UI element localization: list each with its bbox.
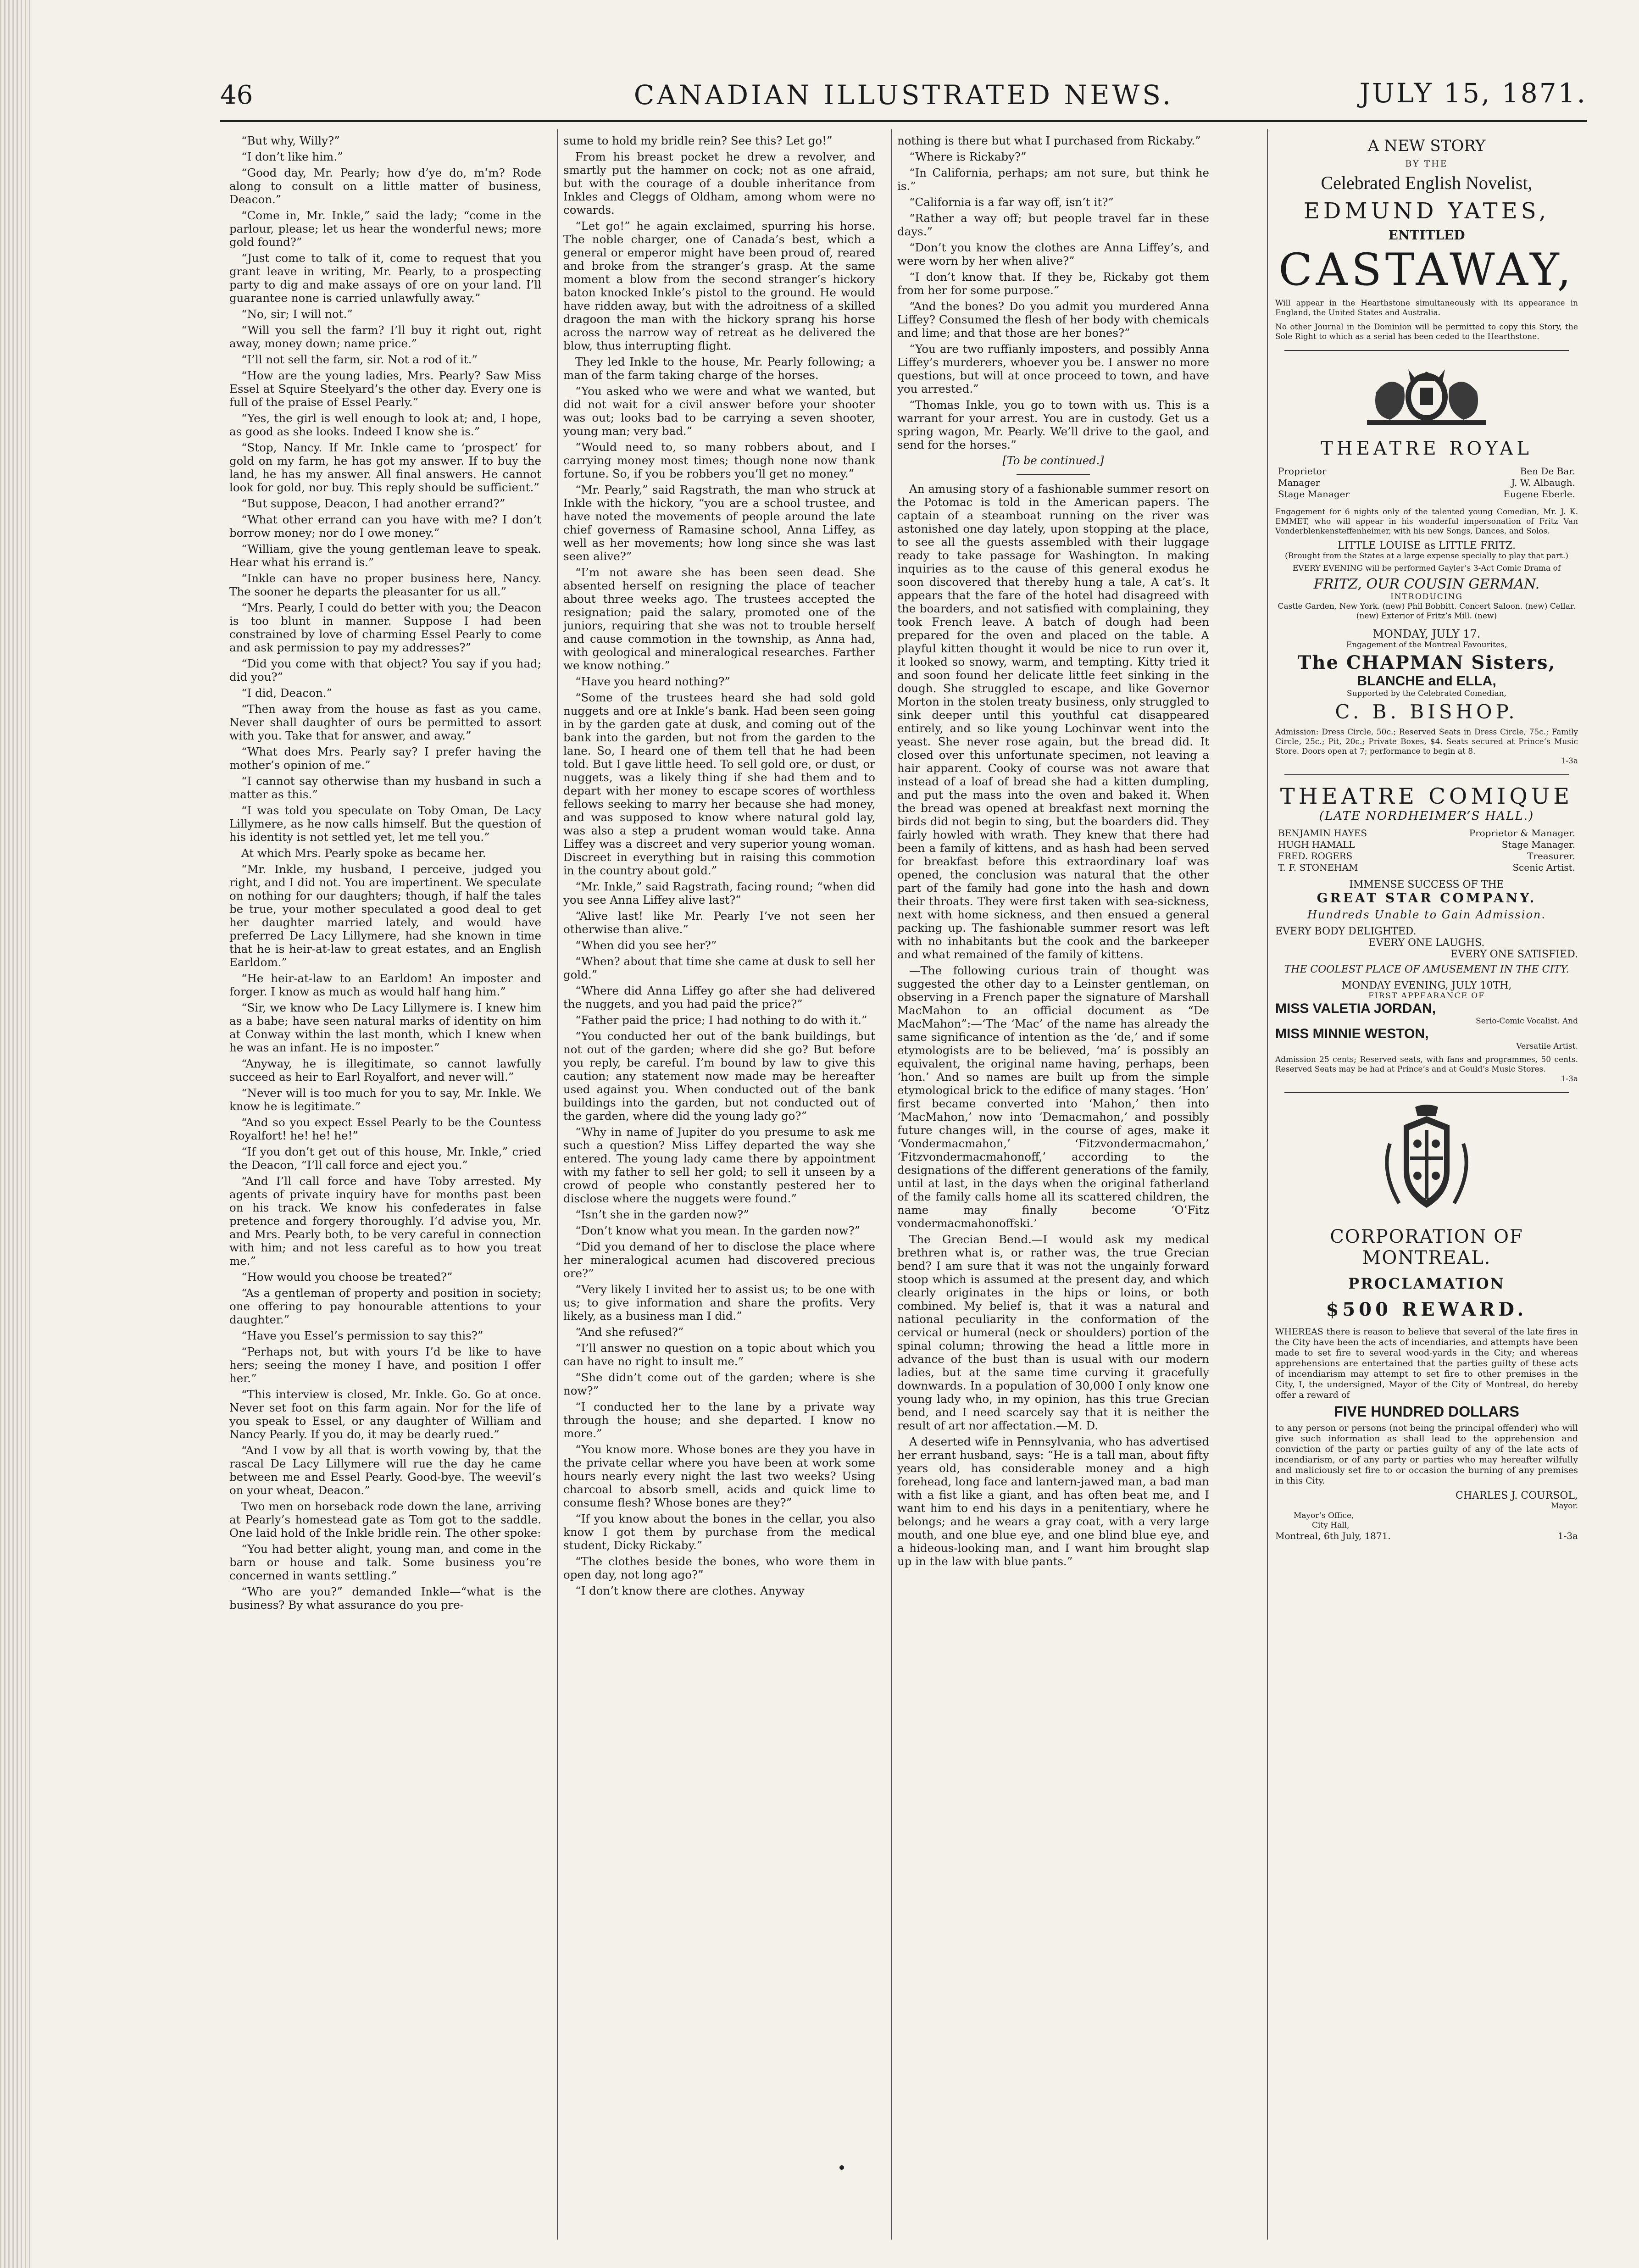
mayor-title: Mayor. [1550, 1501, 1578, 1511]
proclamation-date: Montreal, 6th July, 1871. [1275, 1530, 1391, 1541]
paragraph: “I was told you speculate on Toby Oman, De Lacy Lillymere, as he now calls himself. But the question of his identity is not settled yet, let me tell you.” [229, 804, 541, 844]
story-note-1: Will appear in the Hearthstone simultaneously with its appearance in England, the United States and Australia. [1275, 299, 1578, 317]
paragraph: “Isn’t she in the garden now?” [575, 1208, 749, 1221]
paragraph: “I don’t know that. If they be, Rickaby got them from her for some purpose.” [897, 270, 1209, 297]
paragraph: “Have you Essel’s permission to say this?” [241, 1329, 483, 1342]
paragraph: “I don’t like him.” [241, 150, 343, 163]
first-appearance: FIRST APPEARANCE OF [1368, 991, 1485, 1001]
paragraph: “Where is Rickaby?” [909, 150, 1027, 163]
paragraph: “Did you come with that object? You say if you had; did you?” [229, 657, 541, 684]
every-evening: EVERY EVENING will be performed Gayler’s 3-Act Comic Drama of [1292, 564, 1561, 573]
paragraph: nothing is there but what I purchased from Rickaby.” [897, 134, 1201, 147]
staff-row: T. F. STONEHAM Scenic Artist. [1278, 862, 1575, 873]
mayor-office: Mayor’s Office, [1294, 1511, 1354, 1520]
staff-row: Proprietor Ben De Bar. [1278, 466, 1575, 477]
paragraph: “Perhaps not, but with yours I’d be like to have hers; seeing the money I have, and position I offer her.” [229, 1345, 541, 1385]
paragraph: “Thomas Inkle, you go to town with us. This is a warrant for your arrest. You are in custody. Get us a spring wagon, Mr. Pearly. We’ll drive to the gaol, and send for the horses.” [897, 398, 1209, 451]
paragraph: “But suppose, Deacon, I had another errand?” [241, 497, 506, 510]
paragraph: “If you know about the bones in the cellar, you also know I got them by purchase from the medical student, Dicky Rickaby.” [563, 1512, 875, 1552]
paragraph: Two men on horseback rode down the lane, arriving at Pearly’s homestead gate as Tom got to the saddle. One laid hold of the Inkle bridle rein. The other spoke: [229, 1500, 541, 1540]
paragraph: “When? about that time she came at dusk to sell her gold.” [563, 955, 875, 981]
paragraph: “Will you sell the farm? I’ll buy it right out, right away, money down; name price.” [229, 323, 541, 350]
paragraph: “Why in name of Jupiter do you presume to ask me such a question? Miss Liffey departed the way she entered. The young lady came there by appointment with my father to sell her gold; to sell it unseen by a crowd of people who constantly pestered her to disclose where the nuggets were found.” [563, 1125, 875, 1205]
article-separator [1017, 474, 1090, 475]
new-story-by: BY THE [1405, 159, 1448, 169]
paragraph: From his breast pocket he drew a revolver, and smartly put the hammer on cock; not as one afraid, but with the courage of a double inheritance from Inkles and Cleggs of Oldham, among whom were no cowards. [563, 150, 875, 217]
paragraph: “I conducted her to the lane by a private way through the house; and she departed. I know no more.” [563, 1400, 875, 1440]
column-divider [891, 129, 892, 2240]
paragraph: “Then away from the house as fast as you came. Never shall daughter of ours be permitted to assort with you. Take that for answer, and away.” [229, 702, 541, 742]
proclamation-terms: to any person or persons (not being the principal offender) who will give such information as shall lead to the apprehension and conviction of the party or parties guilty of any of the late acts of incendiarism, or of any party or parties who may hereafter wilfully and maliciously set fire to or occasion the burning of any premises in this City. [1275, 1423, 1578, 1486]
paragraph: “I don’t know there are clothes. Anyway [575, 1584, 805, 1597]
paragraph: “I’ll answer no question on a topic about which you can have no right to insult me.” [563, 1341, 875, 1368]
paragraph: “In California, perhaps; am not sure, but think he is.” [897, 166, 1209, 193]
ad-ref: 1-3a [1557, 1530, 1578, 1541]
ad-separator [1284, 774, 1569, 775]
paragraph: “And I’ll call force and have Toby arrested. My agents of private inquiry have for months past been on his track. We know his confederates in false pretence and forgery thoroughly. I’d advise you, Mr. and Mrs. Pearly both, to be very careful in connection with him; and not less careful as to how you treat me.” [229, 1174, 541, 1267]
introducing-label: INTRODUCING [1390, 592, 1463, 601]
monday-engagement: Engagement of the Montreal Favourites, [1346, 640, 1507, 650]
monday-date: MONDAY, JULY 17. [1372, 628, 1481, 640]
comique-monday: MONDAY EVENING, JULY 10TH, [1341, 980, 1512, 991]
column-divider [557, 129, 558, 2240]
paragraph: “You had better alight, young man, and come in the barn or house and talk. Some business you’re concerned in wants settling.” [229, 1542, 541, 1582]
paragraph: “This interview is closed, Mr. Inkle. Go. Go at once. Never set foot on this farm again. Nor for the life of you speak to Essel, or any daughter of William and Nancy Pearly. If you do, it may be dearly rued.” [229, 1388, 541, 1441]
staff-row: FRED. ROGERS Treasurer. [1278, 850, 1575, 862]
column-3 [897, 134, 1209, 2235]
paragraph: “Don’t you know the clothes are Anna Liffey’s, and were worn by her when alive?” [897, 241, 1209, 267]
theatre-engagement: Engagement for 6 nights only of the talented young Comedian, Mr. J. K. EMMET, who will appear in his wonderful impersonation of Fritz Van Vonderblenkensteffenheimer, with his new Songs, Dances, and Solos. [1275, 507, 1578, 536]
issue-date: JULY 15, 1871. [1359, 78, 1587, 109]
comique-staff-list [1275, 828, 1578, 873]
paragraph: “And so you expect Essel Pearly to be the Countess Royalfort! he! he! he!” [229, 1116, 541, 1142]
chapman-sisters: The CHAPMAN Sisters, [1297, 652, 1556, 673]
staff-row: Stage Manager Eugene Eberle. [1278, 489, 1575, 500]
proclamation-footer [1275, 1530, 1578, 1541]
paragraph: “Never will is too much for you to say, Mr. Inkle. We know he is legitimate.” [229, 1086, 541, 1113]
scan-margin [0, 0, 32, 2268]
valetia-role: Serio-Comic Vocalist. And [1476, 1017, 1578, 1026]
comique-admission: Admission 25 cents; Reserved seats, with fans and programmes, 50 cents. Reserved Seats may be had at Prince’s and at Gould’s Music Stores. [1275, 1055, 1578, 1074]
paragraph: “Don’t know what you mean. In the garden now?” [575, 1224, 861, 1237]
staff-row: BENJAMIN HAYES Proprietor & Manager. [1278, 828, 1575, 839]
paragraph: “Yes, the girl is well enough to look at; and, I hope, as good as she looks. Indeed I know she is.” [229, 411, 541, 438]
paragraph: “You know more. Whose bones are they you have in the private cellar where you have been at work some hours nearly every night the last two weeks? Using charcoal to absorb smell, acids and quick lime to consume flesh? Whose bones are they?” [563, 1443, 875, 1509]
paragraph: “I did, Deacon.” [241, 686, 333, 700]
theatre-staff-list [1275, 466, 1578, 500]
corporation-title: CORPORATION OF MONTREAL. [1330, 1226, 1523, 1268]
proclamation-heading: PROCLAMATION [1348, 1275, 1505, 1292]
everyone-laughs: EVERY ONE LAUGHS. [1368, 937, 1485, 949]
staff-row: HUGH HAMALL Stage Manager. [1278, 839, 1575, 850]
paragraph: “Rather a way off; but people travel far in these days.” [897, 211, 1209, 238]
blanche-ella: BLANCHE and ELLA, [1357, 673, 1496, 689]
advertisement-column [1275, 134, 1578, 2235]
column-divider [1267, 129, 1268, 2240]
minnie-role: Versatile Artist. [1516, 1042, 1578, 1051]
everybody-delighted: EVERY BODY DELIGHTED. [1275, 926, 1417, 937]
paragraph: “Mr. Inkle, my husband, I perceive, judged you right, and I did not. You are impertinent. We speculate on nothing for our daughters; though, if half the tales be true, your mother speculated a good deal to get her daughter married lately, and would have preferred De Lacy Lillymere, had she known in time that he is heir-at-law to great estates, and an English Earldom.” [229, 862, 541, 969]
paragraph: “Mrs. Pearly, I could do better with you; the Deacon is too blunt in manner. Suppose I had been constrained by love of charming Essel Pearly to come and ask permission to pay my addresses?” [229, 601, 541, 654]
paragraph: “Father paid the price; I had nothing to do with it.” [575, 1013, 867, 1027]
proclamation-whereas: WHEREAS there is reason to believe that several of the late fires in the City have been the acts of incendiaries, and attempts have been made to set fire to several wood-yards in the City; and whereas apprehensions are entertained that the parties guilty of these acts of incendiarism may attempt to set fire to other premises in the City, I, the undersigned, Mayor of the City of Montreal, do hereby offer a reward of [1275, 1327, 1578, 1400]
montreal-coat-of-arms-icon [1372, 1102, 1482, 1217]
paragraph: “California is a far way off, isn’t it?” [909, 195, 1114, 209]
paragraph: “Who are you?” demanded Inkle—“what is the business? By what assurance do you pre- [229, 1585, 541, 1612]
paragraph: “When did you see her?” [575, 939, 717, 952]
paragraph: “Come in, Mr. Inkle,” said the lady; “come in the parlour, please; let us hear the wonderful news; more gold found?” [229, 209, 541, 249]
paragraph: “Stop, Nancy. If Mr. Inkle came to ‘prospect’ for gold on my farm, he has got my answer. If to buy the land, he has my answer. All final answers. He cannot look for gold, nor buy. This reply should be sufficient.” [229, 441, 541, 494]
paragraph: “As a gentleman of property and position in society; one offering to pay honourable attentions to your daughter.” [229, 1286, 541, 1326]
entitled-label: ENTITLED [1388, 228, 1465, 243]
paragraph: “Mr. Inkle,” said Ragstrath, facing round; “when did you see Anna Liffey alive last?” [563, 880, 875, 906]
reward-amount: $500 REWARD. [1326, 1299, 1528, 1320]
scenes-list: Castle Garden, New York. (new) Phil Bobbitt. Concert Saloon. (new) Cellar. (new) Exterior of Fritz’s Mill. (new) [1278, 602, 1576, 621]
paragraph: “He heir-at-law to an Earldom! An imposter and forger. I know as much as would half hang him.” [229, 972, 541, 998]
paragraph: “If you don’t get out of this house, Mr. Inkle,” cried the Deacon, “I’ll call force and eject you.” [229, 1145, 541, 1172]
bishop-name: C. B. BISHOP. [1335, 700, 1518, 723]
paragraph: “And she refused?” [575, 1325, 684, 1339]
paragraph: “Just come to talk of it, come to request that you grant leave in writing, Mr. Pearly, to a prospecting party to dig and make assays of ore on your land. I’ll guarantee none is carried unlawfully away.” [229, 251, 541, 305]
paragraph: “Some of the trustees heard she had sold gold nuggets and ore at Inkle’s bank. Had been seen going in by the garden gate at dusk, and coming out of the bank into the garden, but not from the garden to the lane. So, I heard one of them tell that he had been told. But I gave little heed. To sell gold ore, or dust, or nuggets, was a likely thing if she had them and to depart with her money to escape scores of worthless fellows seeking to marry her because she had money, and was supposed to know where natural gold lay, was also a step a prudent woman would take. Anna Liffey was a discreet and very superior young woman. Discreet in everything but in raising this commotion in the country about gold.” [563, 691, 875, 877]
city-hall: City Hall, [1312, 1521, 1350, 1530]
novelist-line: Celebrated English Novelist, [1321, 172, 1533, 193]
paragraph: “I’ll not sell the farm, sir. Not a rod of it.” [241, 353, 478, 366]
paragraph: “Good day, Mr. Pearly; how d’ye do, m’m? Rode along to consult on a little matter of business, Deacon.” [229, 166, 541, 206]
ad-separator [1284, 350, 1569, 351]
ad-separator [1284, 1092, 1569, 1093]
staff-row: Manager J. W. Albaugh. [1278, 477, 1575, 488]
mayor-signature: CHARLES J. COURSOL, [1456, 1490, 1578, 1501]
paragraph: An amusing story of a fashionable summer resort on the Potomac is told in the American papers. The captain of a steamboat running on the river was astonished one day lately, upon stopping at the place, to see all the guests assembled with their luggage ready to take passage for Washington. In making inquiries as to the cause of this general exodus he soon discovered that thereby hung a tale, A cat’s. It appears that the fare of the hotel had disagreed with the boarders, and not satisfied with complaining, they took French leave. A batch of dough had been prepared for the oven and placed on the table. A playful kitten thought it would be nice to run over it, it looked so snowy, warm, and tempting. Kitty tried it and soon found her delicate little feet sinking in the dough. She struggled to escape, and like Governor Morton in the stolen treaty business, only struggled to sink deeper until this youthful cat disappeared entirely, and so like young Lochinvar went into the yeast. She never rose again, but the bread did. It closed over this unfortunate specimen, not leaving a hair apparent. Cooky of course was not aware that instead of a loaf of bread she had a kitten dumpling, and put the mass into the oven and baked it. When the bread was opened at breakfast next morning the birds did not begin to sing, but the boarders did. They fairly howled with wrath. They knew that there had been a family of kittens, and as hash had been served for breakfast before this extraordinary loaf was opened, the conclusion was natural that the other part of the family had gone into the hash and down their throats. They were first taken with sea-sickness, next with home sickness, and then ensued a general packing up. The fashionable summer resort was left with no inhabitants but the cook and the barkeeper and what remained of the family of kittens. [897, 482, 1209, 961]
paragraph: “Let go!” he again exclaimed, spurring his horse. The noble charger, one of Canada’s best, which a general or emperor might have been proud of, reared and broke from the stranger’s grasp. At the same moment a blow from the second stranger’s hickory baton knocked Inkle’s pistol to the ground. He would have ridden away, but with the adroitness of a skilled dragoon the man with the hickory sprang his horse across the narrow way of retreat as he delivered the blow, thus interrupting flight. [563, 219, 875, 352]
hundreds-unable: Hundreds Unable to Gain Admission. [1307, 908, 1546, 921]
theatre-comique-title: THEATRE COMIQUE [1280, 784, 1573, 809]
paragraph: “You are two ruffianly imposters, and possibly Anna Liffey’s murderers, whoever you be. I answer no more questions, but will at once proceed to town, and have you arrested.” [897, 342, 1209, 395]
paragraph: “I’m not aware she has been seen dead. She absented herself on resigning the place of teacher about three weeks ago. The trustees accepted the resignation; paid the salary, promoted one of the juniors, requiring that she was not to trouble herself and cause commotion in the township, as Anna had, with geological and mineralogical researches. Farther we know nothing.” [563, 566, 875, 672]
paragraph: “I cannot say otherwise than my husband in such a matter as this.” [229, 774, 541, 801]
paragraph: “But why, Willy?” [241, 134, 340, 147]
story-title: CASTAWAY, [1278, 244, 1575, 295]
paragraph: At which Mrs. Pearly spoke as became her. [241, 846, 486, 860]
five-hundred-dollars: FIVE HUNDRED DOLLARS [1334, 1403, 1519, 1420]
comique-subtitle: (LATE NORDHEIMER’S HALL.) [1319, 809, 1534, 823]
paragraph: “William, give the young gentleman leave to speak. Hear what his errand is.” [229, 542, 541, 569]
theatre-royal-title: THEATRE ROYAL [1321, 438, 1533, 459]
paragraph: “The clothes beside the bones, who wore them in open day, not long ago?” [563, 1555, 875, 1581]
story-note-2: No other Journal in the Dominion will be permitted to copy this Story, the Sole Right to which as a serial has been ceded to the Hearthstone. [1275, 322, 1578, 341]
paragraph: “No, sir; I will not.” [241, 307, 353, 321]
to-be-continued: [To be continued.] [1002, 454, 1104, 467]
paragraph: “How are the young ladies, Mrs. Pearly? Saw Miss Essel at Squire Steelyard’s the other day. Every one is full of the praise of Essel Pearly.” [229, 369, 541, 409]
supported-by: Supported by the Celebrated Comedian, [1346, 689, 1507, 698]
paragraph: A deserted wife in Pennsylvania, who has advertised her errant husband, says: “He is a tall man, about fifty years old, has considerable money and a high forehead, long face and lantern-jawed man, a bad man with a fist like a giant, and has often beat me, and I want him to end his days in a penitentiary, where he belongs; and he wears a gray coat, with a very large mouth, and one blue eye, and one blind blue eye, and a hideous-looking man, and I want him brought slap up in the law with blue pants.” [897, 1435, 1209, 1568]
minnie-weston: MISS MINNIE WESTON, [1275, 1026, 1429, 1041]
paragraph: “What does Mrs. Pearly say? I prefer having the mother’s opinion of me.” [229, 745, 541, 772]
paragraph: “Inkle can have no proper business here, Nancy. The sooner he departs the pleasanter for us all.” [229, 572, 541, 598]
author-name: EDMUND YATES, [1303, 198, 1550, 224]
column-2-serial [563, 134, 875, 2235]
paragraph: “Anyway, he is illegitimate, so cannot lawfully succeed as heir to Earl Royalfort, and never will.” [229, 1057, 541, 1084]
paragraph: “Have you heard nothing?” [575, 675, 730, 688]
paragraph: “She didn’t come out of the garden; where is she now?” [563, 1371, 875, 1397]
header-rule [220, 120, 1587, 122]
royal-crest-icon [1339, 360, 1514, 429]
paragraph: The Grecian Bend.—I would ask my medical brethren what is, or rather was, the true Grecian bend? I am sure that it was not the ungainly forward stoop which is assumed at the present day, and which clearly originates in the hips or loins, or both combined. My belief is, that it was a natural and national peculiarity in the conformation of the cervical or humeral (neck or shoulders) portion of the spinal column; throwing the head a little more in advance of the bust than is usual with our modern ladies, but at the same time curving it gracefully downwards. In a population of 30,000 I only know one young lady who, in my opinion, has this true Grecian bend, and I need scarcely say that it is neither the result of art nor affectation.—M. D. [897, 1233, 1209, 1432]
paragraph: “Where did Anna Liffey go after she had delivered the nuggets, and you had paid the price?” [563, 984, 875, 1011]
paragraph: “And the bones? Do you admit you murdered Anna Liffey? Consumed the flesh of her body with chemicals and lime; and that those are her bones?” [897, 300, 1209, 339]
little-louise-note: (Brought from the States at a large expense specially to play that part.) [1285, 551, 1568, 561]
paragraph: “Sir, we know who De Lacy Lillymere is. I knew him as a babe; have seen natural marks of identity on him at Conway within the last month, which I knew when he was an infant. He is no imposter.” [229, 1001, 541, 1054]
paragraph: “How would you choose be treated?” [241, 1270, 453, 1284]
paragraph: “And I vow by all that is worth vowing by, that the rascal De Lacy Lillymere will rue the day he came between me and Essel Pearly. Good-bye. The weevil’s on your wheat, Deacon.” [229, 1444, 541, 1497]
everyone-satisfied: EVERY ONE SATISFIED. [1450, 949, 1578, 960]
coolest-place: THE COOLEST PLACE OF AMUSEMENT IN THE CITY. [1284, 964, 1569, 975]
little-louise: LITTLE LOUISE as LITTLE FRITZ. [1338, 540, 1516, 551]
paragraph: “What other errand can you have with me? I don’t borrow money; nor do I owe money.” [229, 513, 541, 539]
column-1-serial [229, 134, 541, 2235]
paragraph: “Would need to, so many robbers about, and I carrying money most times; though none now thank fortune. So, if you be robbers you’ll get no money.” [563, 440, 875, 480]
page-header [220, 76, 1587, 119]
theatre-admission: Admission: Dress Circle, 50c.; Reserved Seats in Dress Circle, 75c.; Family Circle, 25c.; Pit, 20c.; Private Boxes, $4. Seats secured at Prince’s Music Store. Doors open at 7; performance to begin at 8. [1275, 728, 1578, 756]
paragraph: “Alive last! like Mr. Pearly I’ve not seen her otherwise than alive.” [563, 909, 875, 936]
valetia-jordan: MISS VALETIA JORDAN, [1275, 1001, 1436, 1016]
play-title: FRITZ, OUR COUSIN GERMAN. [1313, 576, 1540, 592]
paragraph: —The following curious train of thought was suggested the other day to a Leinster gentleman, on observing in a French paper the signature of Marshall MacMahon to an official document as “De MacMahon”:—‘The ‘Mac’ of the name has already the same significance of intention as the ‘de,’ and if some etymologists are to be believed, ‘ma’ is possibly an equivalent, the original name having, perhaps, been ‘hon.’ And so names are built up from the simple etymological brick to the edifice of many stages. ‘Hon’ first became converted into ‘Mahon,’ then into ‘MacMahon,’ now into ‘Demacmahon,’ and possibly future changes will, in the course of ages, make it ‘Vondermacmahon,’ ‘Fitzvondermacmahon,’ ‘Fitzvondermacmahonoff,’ according to the designations of the different generations of the family, until at last, in the days when the original fatherland of the family calls home all its scattered children, the name may finally become ‘O’Fitz vondermacmahonoffski.’ [897, 964, 1209, 1230]
ad-ref: 1-3a [1561, 756, 1578, 766]
paragraph: sume to hold my bridle rein? See this? Let go!” [563, 134, 833, 147]
paragraph: “You conducted her out of the bank buildings, but not out of the garden; where did she go? But before you reply, be careful. I’m bound by law to give this caution; any statement now made may be hereafter used against you. When conducted out of the bank buildings into the garden, but not conducted out of the garden, where did the young lady go?” [563, 1029, 875, 1123]
new-story-heading: A NEW STORY [1367, 137, 1486, 155]
print-dot [839, 2165, 844, 2170]
paragraph: “Very likely I invited her to assist us; to be one with us; to give information and share the profits. Very likely, as a business man I did.” [563, 1283, 875, 1323]
paragraph: “Mr. Pearly,” said Ragstrath, the man who struck at Inkle with the hickory, “you are a school trustee, and have noted the movements of people around the late chief governess of Ramasine school, Anna Liffey, as well as her movements; how long since she was last seen alive?” [563, 483, 875, 563]
ad-ref: 1-3a [1561, 1074, 1578, 1084]
paragraph: “You asked who we were and what we wanted, but did not wait for a civil answer before your shooter was out; looks bad to be carrying a seven shooter, young man; very bad.” [563, 384, 875, 438]
masthead-title: CANADIAN ILLUSTRATED NEWS. [633, 79, 1174, 111]
page-number: 46 [220, 80, 253, 110]
paragraph: “Did you demand of her to disclose the place where her mineralogical acumen had discovered precious ore?” [563, 1240, 875, 1280]
great-star-company: GREAT STAR COMPANY. [1317, 890, 1537, 906]
paragraph: They led Inkle to the house, Mr. Pearly following; a man of the farm taking charge of the horses. [563, 355, 875, 382]
immense-success: IMMENSE SUCCESS OF THE [1349, 879, 1504, 890]
